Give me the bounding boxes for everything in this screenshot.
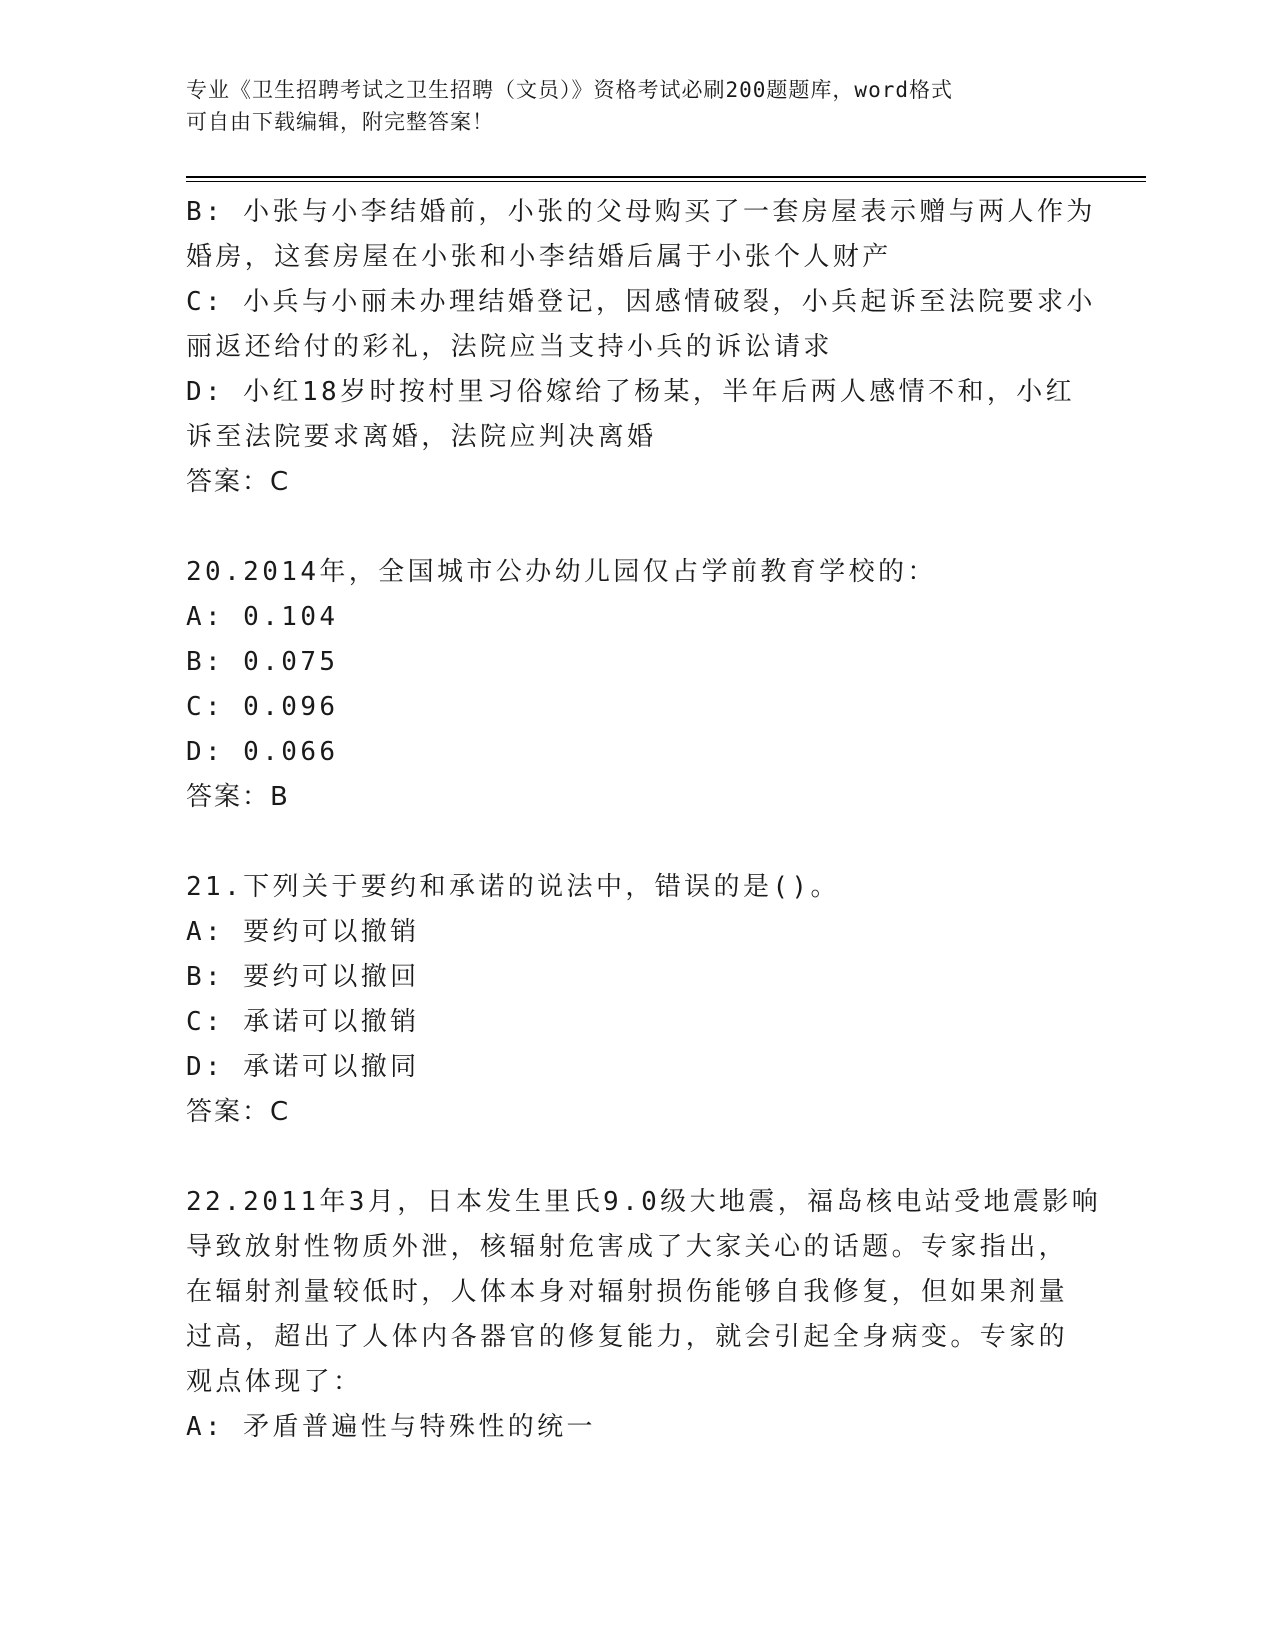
option-d: D: 承诺可以撤同 [186,1052,420,1082]
question-20 [186,550,1086,820]
header-rule-thick [186,176,1146,178]
option-b: B: 0.075 [186,647,339,677]
option-a: A: 矛盾普遍性与特殊性的统一 [186,1412,596,1442]
spacer [186,1135,1086,1180]
question-22-line-1: 22.2011年3月，日本发生里氏9.0级大地震，福岛核电站受地震影响 [186,1187,1102,1217]
option-c: C: 0.096 [186,692,339,722]
document-body [186,190,1102,1450]
question-22-line-2: 导致放射性物质外泄，核辐射危害成了大家关心的话题。专家指出， [186,1232,1069,1262]
spacer [186,820,1086,865]
spacer [186,505,1086,550]
question-22-line-4: 过高，超出了人体内各器官的修复能力，就会引起全身病变。专家的 [186,1322,1069,1352]
option-c-line-2: 丽返还给付的彩礼，法院应当支持小兵的诉讼请求 [186,332,833,362]
header-rule-thin [186,181,1146,182]
answer-19: 答案：C [186,467,291,497]
option-d: D: 0.066 [186,737,339,767]
question-22-line-3: 在辐射剂量较低时，人体本身对辐射损伤能够自我修复，但如果剂量 [186,1277,1069,1307]
option-d-line-1: D: 小红18岁时按村里习俗嫁给了杨某，半年后两人感情不和，小红 [186,377,1076,407]
document-header [186,74,1086,138]
answer-21: 答案：C [186,1097,291,1127]
question-22 [186,1180,1102,1450]
header-line-2: 可自由下载编辑，附完整答案！ [186,110,494,134]
question-21-text: 21.下列关于要约和承诺的说法中，错误的是()。 [186,872,840,902]
option-d-line-2: 诉至法院要求离婚，法院应判决离婚 [186,422,657,452]
option-c-line-1: C: 小兵与小丽未办理结婚登记，因感情破裂，小兵起诉至法院要求小 [186,287,1096,317]
option-b-line-2: 婚房，这套房屋在小张和小李结婚后属于小张个人财产 [186,242,892,272]
option-b-line-1: B: 小张与小李结婚前，小张的父母购买了一套房屋表示赠与两人作为 [186,197,1096,227]
question-21 [186,865,1086,1135]
answer-20: 答案：B [186,782,290,812]
question-20-text: 20.2014年，全国城市公办幼儿园仅占学前教育学校的： [186,557,937,587]
option-c: C: 承诺可以撤销 [186,1007,420,1037]
option-b: B: 要约可以撤回 [186,962,420,992]
question-22-line-5: 观点体现了： [186,1367,363,1397]
question-19-options [186,190,1096,505]
option-a: A: 0.104 [186,602,339,632]
header-line-1: 专业《卫生招聘考试之卫生招聘（文员）》资格考试必刷200题题库，word格式 [186,78,953,102]
option-a: A: 要约可以撤销 [186,917,420,947]
